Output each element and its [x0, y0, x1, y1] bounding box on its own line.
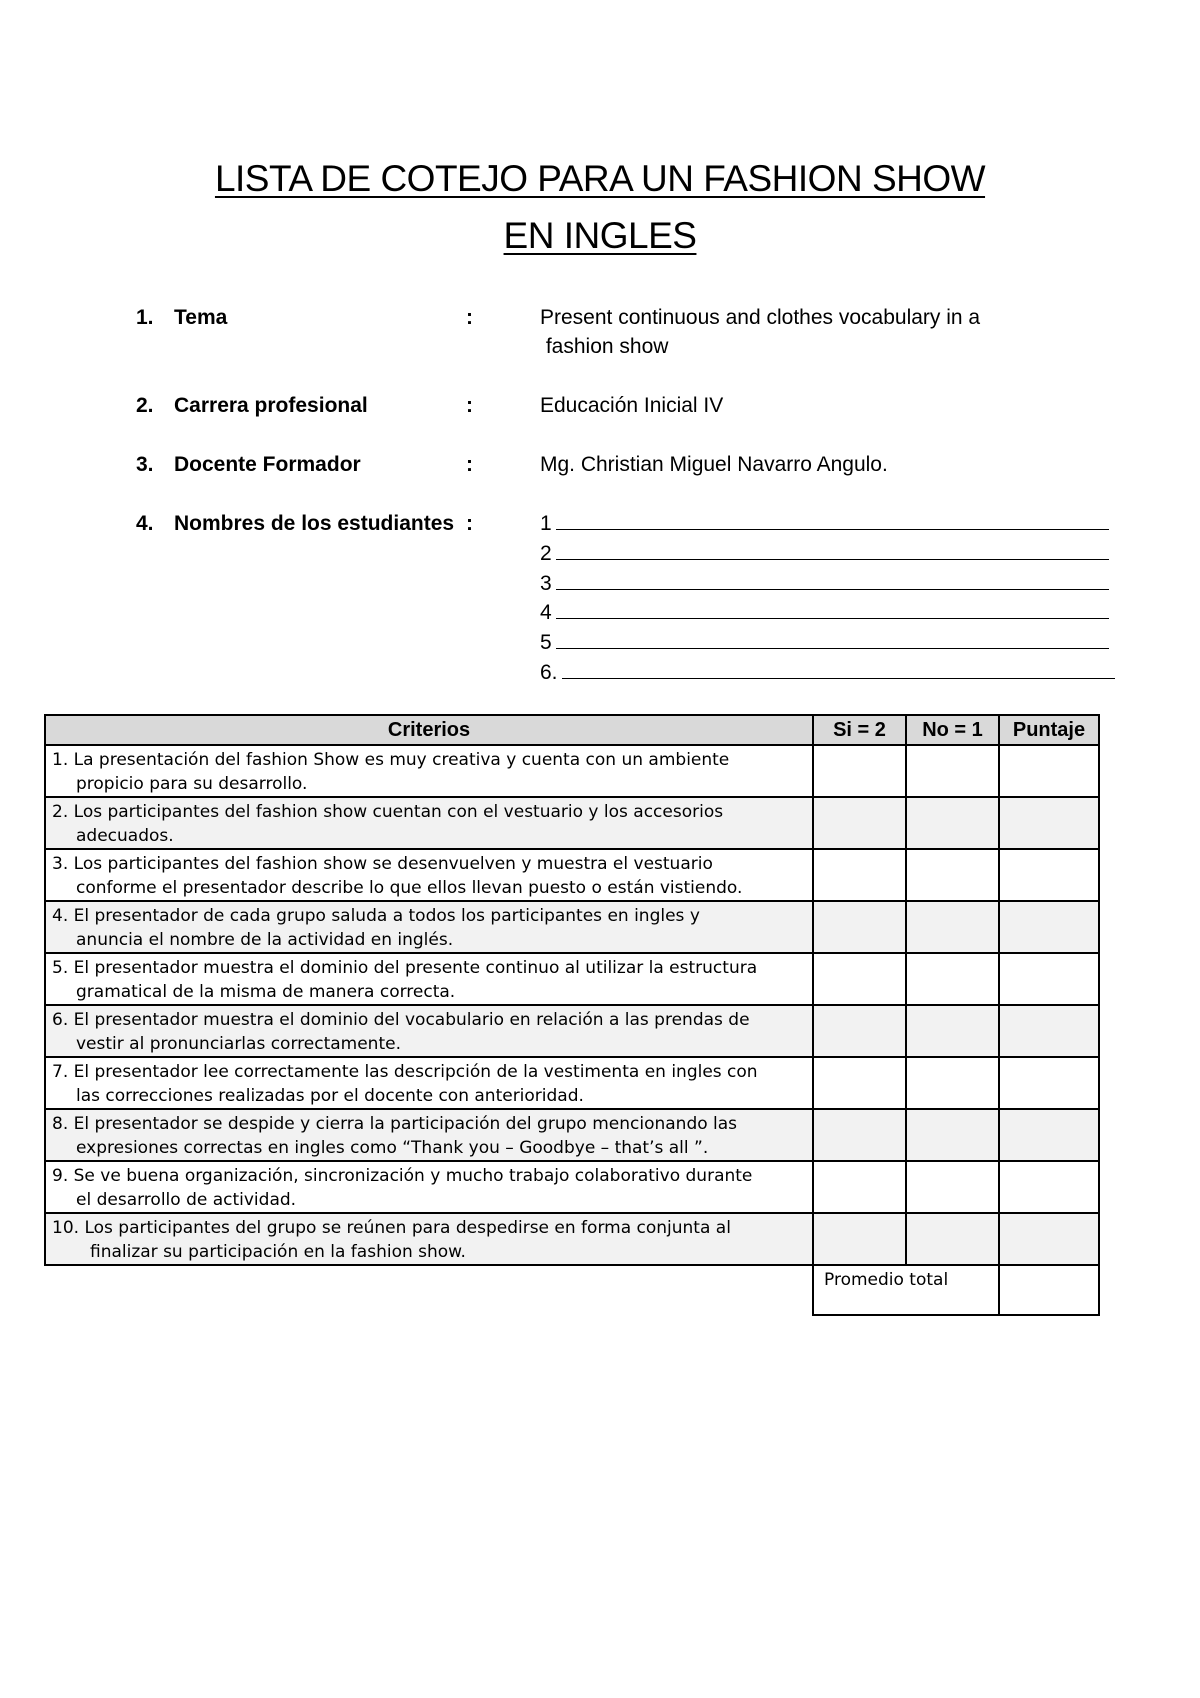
criterion-line-2: anuncia el nombre de la actividad en inglés.: [76, 930, 454, 950]
info-value-docente: Mg. Christian Miguel Navarro Angulo.: [540, 453, 888, 476]
info-label-tema: Tema: [174, 306, 228, 329]
criterion-cell: [45, 1057, 813, 1109]
student-number: 5: [540, 631, 552, 654]
no-cell[interactable]: [906, 849, 999, 901]
table-row: [45, 1109, 1099, 1161]
puntaje-cell[interactable]: [999, 1161, 1099, 1213]
si-cell[interactable]: [813, 849, 906, 901]
criterion-line-1: Los participantes del fashion show cuentan con el vestuario y los accesorios: [73, 802, 724, 822]
no-cell[interactable]: [906, 1057, 999, 1109]
criterion-number: 7.: [52, 1062, 69, 1082]
criterion-line-2: las correcciones realizadas por el docente con anterioridad.: [76, 1086, 584, 1106]
blank-line: [556, 569, 1109, 590]
title-line-2: EN INGLES: [503, 215, 697, 256]
table-row: [45, 953, 1099, 1005]
total-row: [45, 1265, 1099, 1315]
criterion-cell: [45, 797, 813, 849]
blank-line: [556, 509, 1109, 530]
blank-line: [556, 539, 1109, 560]
info-colon: :: [466, 394, 473, 417]
criterion-line-2: finalizar su participación en la fashion show.: [90, 1242, 466, 1262]
student-number: 2: [540, 542, 552, 565]
header-puntaje: Puntaje: [999, 715, 1099, 745]
criterion-line-1: El presentador se despide y cierra la participación del grupo mencionando las: [73, 1114, 738, 1134]
table-row: [45, 1213, 1099, 1265]
no-cell[interactable]: [906, 745, 999, 797]
criterion-cell: [45, 745, 813, 797]
criterion-line-1: Se ve buena organización, sincronización y mucho trabajo colaborativo durante: [73, 1166, 753, 1186]
criterion-cell: [45, 1213, 813, 1265]
student-name-line[interactable]: [540, 539, 1109, 568]
puntaje-cell[interactable]: [999, 901, 1099, 953]
info-label-carrera: Carrera profesional: [174, 394, 368, 417]
criterion-cell: [45, 1161, 813, 1213]
criterion-line-2: expresiones correctas en ingles como “Thank you – Goodbye – that’s all ”.: [76, 1138, 709, 1158]
criterion-cell: [45, 1109, 813, 1161]
info-label-docente: Docente Formador: [174, 453, 361, 476]
puntaje-cell[interactable]: [999, 1213, 1099, 1265]
criterion-cell: [45, 1005, 813, 1057]
header-no: No = 1: [906, 715, 999, 745]
info-number: 4.: [136, 512, 154, 535]
si-cell[interactable]: [813, 1161, 906, 1213]
info-colon: :: [466, 512, 473, 535]
puntaje-cell[interactable]: [999, 745, 1099, 797]
si-cell[interactable]: [813, 745, 906, 797]
criterion-cell: [45, 901, 813, 953]
criteria-table: [44, 714, 1100, 1316]
table-row: [45, 1161, 1099, 1213]
info-colon: :: [466, 453, 473, 476]
info-colon: :: [466, 306, 473, 329]
blank-line: [556, 598, 1109, 619]
no-cell[interactable]: [906, 953, 999, 1005]
student-number: 1: [540, 512, 552, 535]
title-line-1: LISTA DE COTEJO PARA UN FASHION SHOW: [214, 158, 986, 199]
info-number: 3.: [136, 453, 154, 476]
criterion-line-1: Los participantes del grupo se reúnen para despedirse en forma conjunta al: [84, 1218, 731, 1238]
blank-line: [556, 628, 1109, 649]
student-name-line[interactable]: [540, 598, 1109, 627]
no-cell[interactable]: [906, 1161, 999, 1213]
criterion-number: 8.: [52, 1114, 69, 1134]
criterion-line-1: El presentador lee correctamente las descripción de la vestimenta en ingles con: [73, 1062, 758, 1082]
criterion-line-2: conforme el presentador describe lo que ellos llevan puesto o están vistiendo.: [76, 878, 743, 898]
criterion-number: 10.: [52, 1218, 80, 1238]
promedio-total-cell[interactable]: [999, 1265, 1099, 1315]
student-number: 4: [540, 601, 552, 624]
si-cell[interactable]: [813, 901, 906, 953]
criterion-number: 4.: [52, 906, 69, 926]
criterion-number: 5.: [52, 958, 69, 978]
no-cell[interactable]: [906, 1109, 999, 1161]
criterion-line-2: vestir al pronunciarlas correctamente.: [76, 1034, 401, 1054]
criterion-line-1: Los participantes del fashion show se desenvuelven y muestra el vestuario: [73, 854, 713, 874]
criterion-line-1: El presentador de cada grupo saluda a todos los participantes en ingles y: [73, 906, 700, 926]
criterion-line-2: propicio para su desarrollo.: [76, 774, 308, 794]
promedio-total-label: Promedio total: [813, 1265, 999, 1315]
no-cell[interactable]: [906, 901, 999, 953]
student-name-line[interactable]: [540, 628, 1109, 657]
student-number: 6.: [540, 661, 558, 684]
criterion-cell: [45, 953, 813, 1005]
info-number: 1.: [136, 306, 154, 329]
criterion-line-1: El presentador muestra el dominio del presente continuo al utilizar la estructura: [73, 958, 758, 978]
student-number: 3: [540, 572, 552, 595]
criterion-cell: [45, 849, 813, 901]
no-cell[interactable]: [906, 1213, 999, 1265]
header-criterios: Criterios: [45, 715, 813, 745]
total-spacer: [45, 1265, 813, 1315]
si-cell[interactable]: [813, 1213, 906, 1265]
puntaje-cell[interactable]: [999, 1109, 1099, 1161]
info-value-tema-line-2: fashion show: [540, 335, 669, 358]
table-header-row: [45, 715, 1099, 745]
puntaje-cell[interactable]: [999, 1057, 1099, 1109]
si-cell[interactable]: [813, 1005, 906, 1057]
criterion-line-2: el desarrollo de actividad.: [76, 1190, 297, 1210]
student-name-line[interactable]: [540, 569, 1109, 598]
si-cell[interactable]: [813, 797, 906, 849]
puntaje-cell[interactable]: [999, 797, 1099, 849]
criterion-line-2: adecuados.: [76, 826, 174, 846]
header-si: Si = 2: [813, 715, 906, 745]
table-row: [45, 745, 1099, 797]
info-value-tema-line-1: Present continuous and clothes vocabulary in a: [540, 306, 981, 329]
criterion-number: 9.: [52, 1166, 69, 1186]
criterion-number: 1.: [52, 750, 69, 770]
blank-line: [562, 658, 1115, 679]
table-row: [45, 797, 1099, 849]
criterion-line-2: gramatical de la misma de manera correcta.: [76, 982, 456, 1002]
no-cell[interactable]: [906, 797, 999, 849]
si-cell[interactable]: [813, 953, 906, 1005]
puntaje-cell[interactable]: [999, 1005, 1099, 1057]
info-value-carrera: Educación Inicial IV: [540, 394, 724, 417]
table-row: [45, 1005, 1099, 1057]
student-name-line[interactable]: [540, 658, 1115, 687]
criterion-line-1: El presentador muestra el dominio del vocabulario en relación a las prendas de: [73, 1010, 750, 1030]
criterion-number: 6.: [52, 1010, 69, 1030]
table-row: [45, 849, 1099, 901]
puntaje-cell[interactable]: [999, 953, 1099, 1005]
student-name-line[interactable]: [540, 509, 1109, 538]
table-row: [45, 901, 1099, 953]
info-number: 2.: [136, 394, 154, 417]
no-cell[interactable]: [906, 1005, 999, 1057]
criterion-number: 2.: [52, 802, 69, 822]
si-cell[interactable]: [813, 1109, 906, 1161]
table-row: [45, 1057, 1099, 1109]
criterion-number: 3.: [52, 854, 69, 874]
info-label-estudiantes: Nombres de los estudiantes: [174, 512, 455, 535]
criterion-line-1: La presentación del fashion Show es muy creativa y cuenta con un ambiente: [73, 750, 730, 770]
si-cell[interactable]: [813, 1057, 906, 1109]
info-section: [0, 0, 1200, 700]
puntaje-cell[interactable]: [999, 849, 1099, 901]
